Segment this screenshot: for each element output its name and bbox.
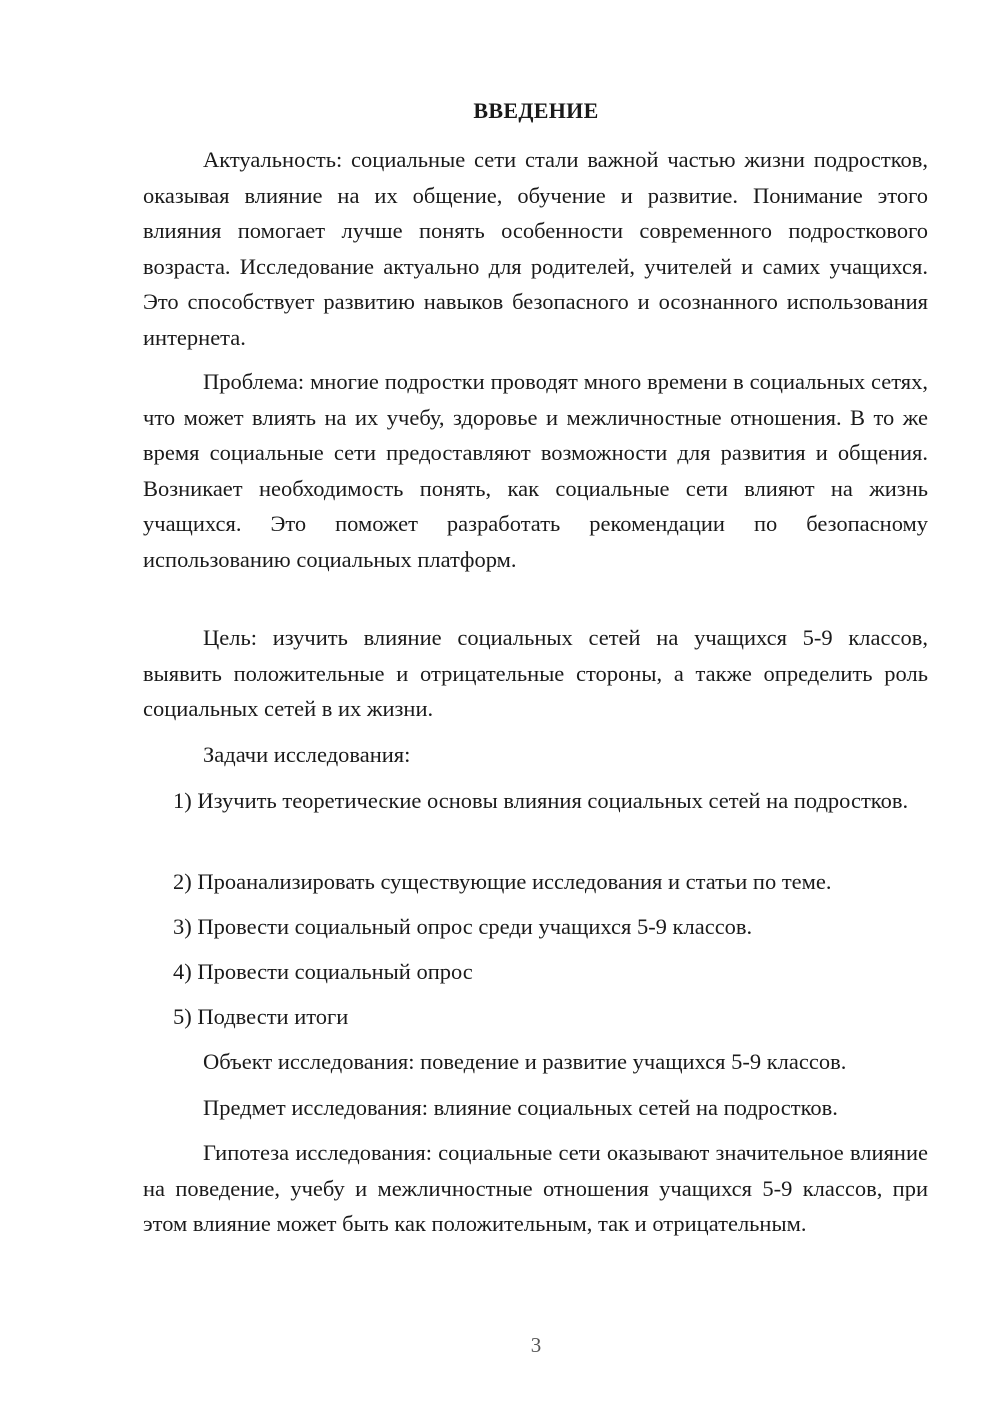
task-item-1: 1) Изучить теоретические основы влияния социальных сетей на подростков.	[173, 788, 909, 813]
task-item-4: 4) Провести социальный опрос	[173, 959, 473, 984]
task-item-2: 2) Проанализировать существующие исследования и статьи по теме.	[173, 869, 832, 894]
paragraph-problem: Проблема: многие подростки проводят много времени в социальных сетях, что может влиять на их учебу, здоровье и межличностные отношения. В то же время социальные сети предоставляют возможности для развития и общения. Возникает необходимость понять, как социальные сети влияют на жизнь учащихся. Это поможет разработать рекомендации по безопасному использованию социальных платформ.	[143, 369, 928, 572]
task-item-3: 3) Провести социальный опрос среди учащихся 5-9 классов.	[173, 914, 753, 939]
paragraph-goal: Цель: изучить влияние социальных сетей на учащихся 5-9 классов, выявить положительные и отрицательные стороны, а также определить роль социальных сетей в их жизни.	[143, 625, 928, 721]
tasks-heading: Задачи исследования:	[203, 742, 411, 767]
paragraph-subject: Предмет исследования: влияние социальных сетей на подростков.	[203, 1095, 838, 1120]
page-number: 3	[530, 1333, 542, 1357]
page-title: ВВЕДЕНИЕ	[473, 98, 599, 123]
paragraph-object: Объект исследования: поведение и развитие учащихся 5-9 классов.	[203, 1049, 847, 1074]
paragraph-hypothesis: Гипотеза исследования: социальные сети оказывают значительное влияние на поведение, учебу и межличностные отношения учащихся 5-9 классов, при этом влияние может быть как положительным, так и отрицательным.	[143, 1140, 928, 1236]
paragraph-relevance: Актуальность: социальные сети стали важной частью жизни подростков, оказывая влияние на их общение, обучение и развитие. Понимание этого влияния помогает лучше понять особенности современного подросткового возраста. Исследование актуально для родителей, учителей и самих учащихся. Это способствует развитию навыков безопасного и осознанного использования интернета.	[143, 147, 928, 350]
task-item-5: 5) Подвести итоги	[173, 1004, 349, 1029]
